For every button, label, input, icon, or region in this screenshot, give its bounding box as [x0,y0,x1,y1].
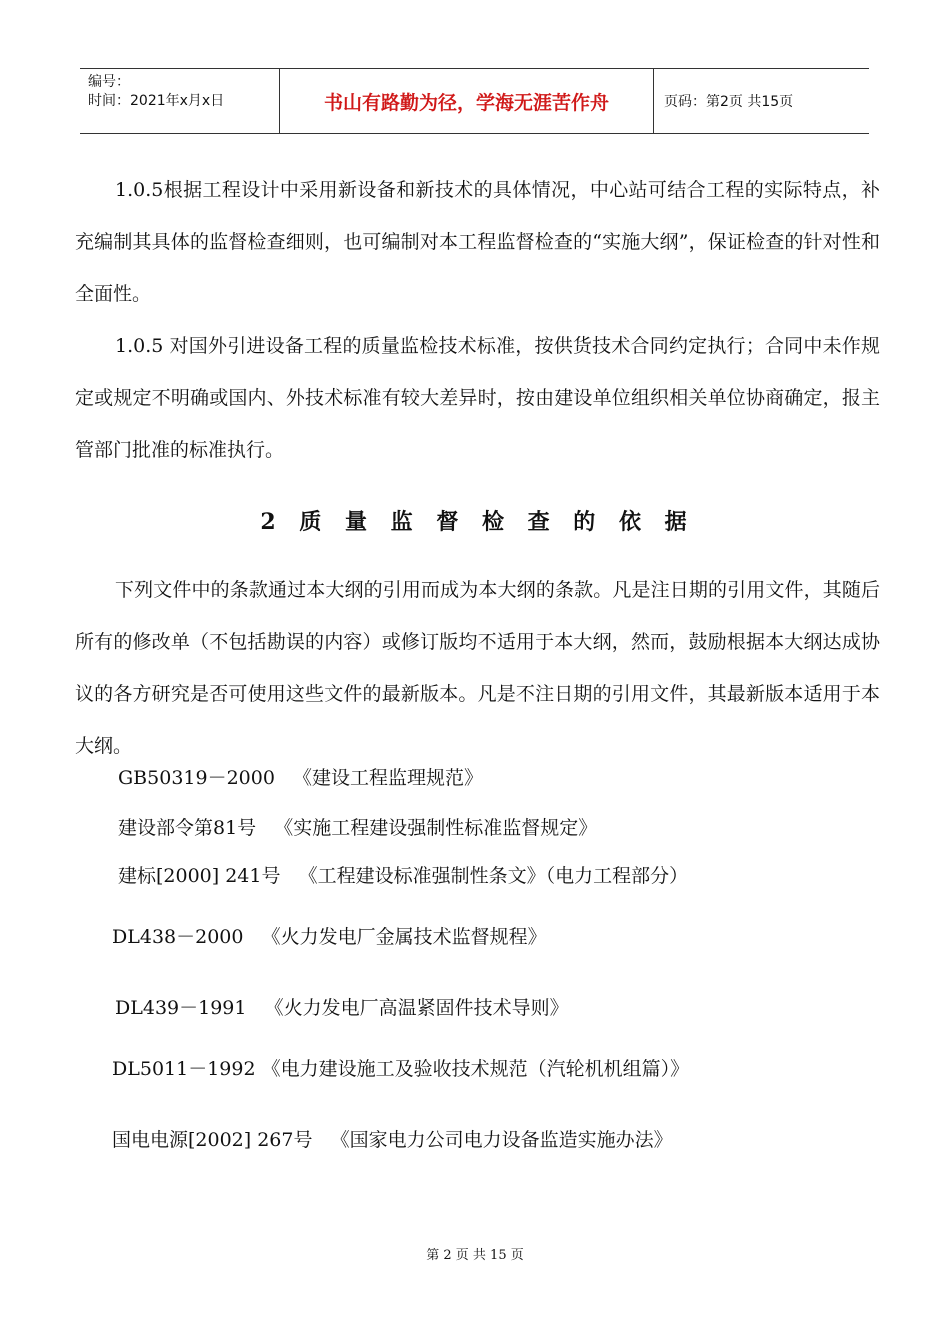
reference-item: 建设部令第81号 《实施工程建设强制性标准监督规定》 [118,817,598,839]
reference-item: DL438－2000 《火力发电厂金属技术监督规程》 [112,926,547,948]
page-footer: 第 2 页 共 15 页 [426,1248,524,1263]
paragraph-1-0-5-a: 1.0.5根据工程设计中采用新设备和新技术的具体情况，中心站可结合工程的实际特点，补充编制其具体的监督检查细则，也可编制对本工程监督检查的“实施大纲”，保证检查的针对性和全面性。 [75,179,880,305]
header-meta [80,69,280,133]
section-intro: 下列文件中的条款通过本大纲的引用而成为本大纲的条款。凡是注日期的引用文件，其随后所有的修改单（不包括勘误的内容）或修订版均不适用于本大纲，然而，鼓励根据本大纲达成协议的各方研究是否可使用这些文件的最新版本。凡是不注日期的引用文件，其最新版本适用于本大纲。 [75,579,880,757]
document-number-label: 编号： [88,74,130,90]
header-motto: 书山有路勤为径，学海无涯苦作舟 [280,69,654,133]
reference-item: GB50319－2000 《建设工程监理规范》 [118,767,484,789]
page-header [80,68,869,134]
paragraph-1-0-5-b: 1.0.5 对国外引进设备工程的质量监检技术标准，按供货技术合同约定执行；合同中未作规定或规定不明确或国内、外技术标准有较大差异时，按由建设单位组织相关单位协商确定，报主管部门批准的标准执行。 [75,335,880,461]
reference-item: DL5011－1992 《电力建设施工及验收技术规范（汽轮机机组篇）》 [112,1058,690,1080]
document-body [75,160,880,772]
reference-item: 国电电源[2002] 267号 《国家电力公司电力设备监造实施办法》 [112,1129,673,1151]
reference-item: DL439－1991 《火力发电厂高温紧固件技术导则》 [115,997,569,1019]
reference-item: 建标[2000] 241号 《工程建设标准强制性条文》（电力工程部分） [118,865,689,887]
document-date: 时间：2021年x月x日 [88,93,225,109]
section-title: 2 质 量 监 督 检 查 的 依 据 [260,509,695,535]
header-page-info: 页码：第2页 共15页 [664,94,794,110]
